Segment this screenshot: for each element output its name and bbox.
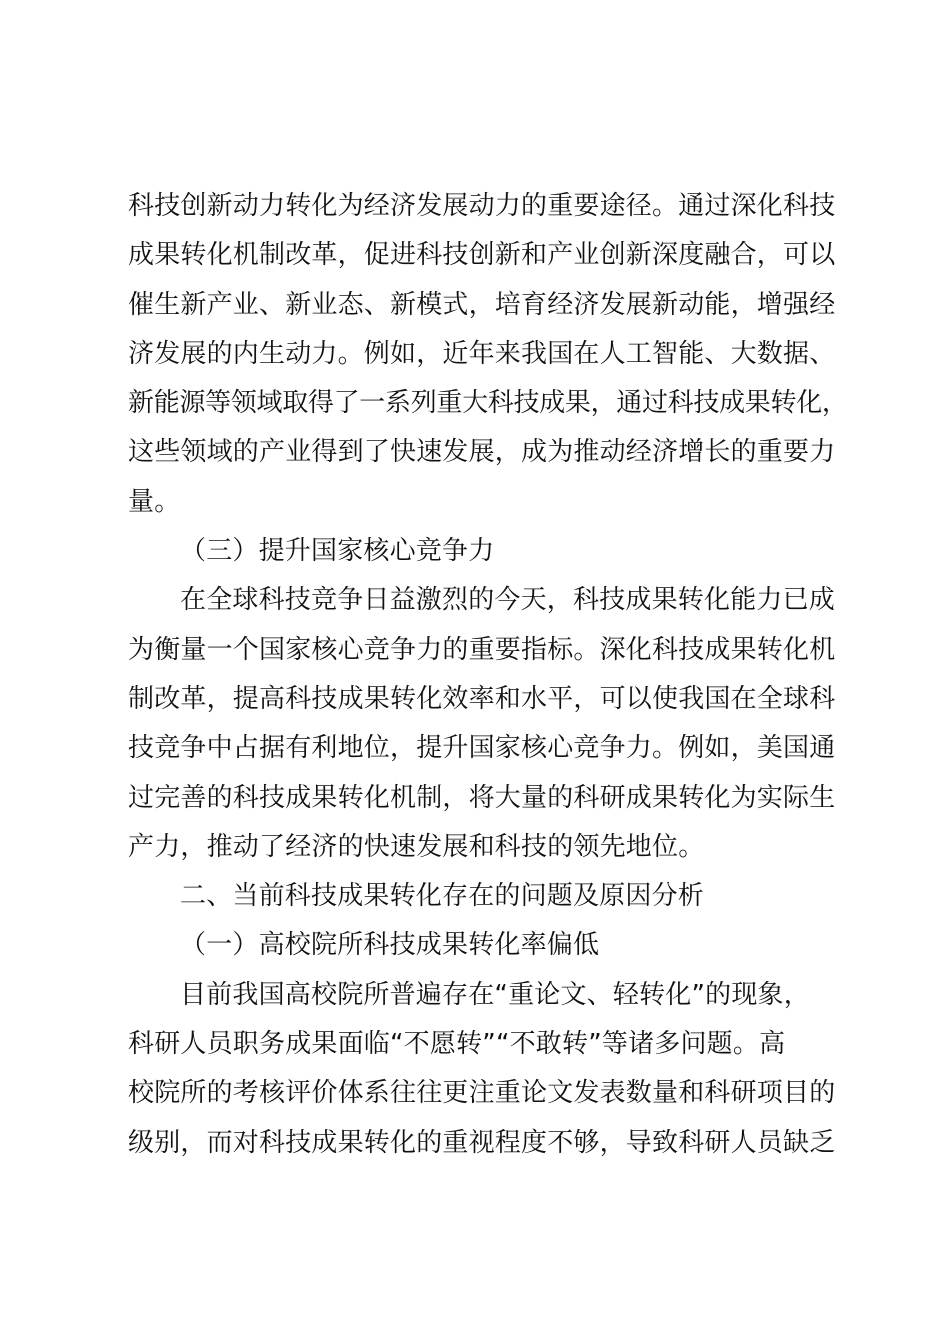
text-line: 制改革，提高科技成果转化效率和水平，可以使我国在全球科 xyxy=(128,683,836,714)
text-line: 成果转化机制改革，促进科技创新和产业创新深度融合，可以 xyxy=(128,240,836,271)
text-line: 科研人员职务成果面临“不愿转”“不敢转”等诸多问题。高 xyxy=(128,1029,786,1060)
text-line: 新能源等领域取得了一系列重大科技成果，通过科技成果转化， xyxy=(128,388,848,419)
text-line: 校院所的考核评价体系往往更注重论文发表数量和科研项目的 xyxy=(128,1078,836,1109)
chapter-heading-2: 二、当前科技成果转化存在的问题及原因分析 xyxy=(180,881,705,912)
body-text xyxy=(128,182,848,1168)
text-line: 过完善的科技成果转化机制，将大量的科研成果转化为实际生 xyxy=(128,782,836,813)
text-line: 科技创新动力转化为经济发展动力的重要途径。通过深化科技 xyxy=(128,191,836,221)
text-line: 目前我国高校院所普遍存在“重论文、轻转化”的现象， xyxy=(180,979,810,1010)
text-line: 催生新产业、新业态、新模式，培育经济发展新动能，增强经 xyxy=(128,289,836,320)
text-line: 级别，而对科技成果转化的重视程度不够，导致科研人员缺乏 xyxy=(128,1127,836,1158)
text-line: 技竞争中占据有利地位，提升国家核心竞争力。例如，美国通 xyxy=(128,733,836,764)
text-line: 这些领域的产业得到了快速发展，成为推动经济增长的重要力 xyxy=(128,437,836,468)
text-line: 为衡量一个国家核心竞争力的重要指标。深化科技成果转化机 xyxy=(128,634,836,665)
text-line: 济发展的内生动力。例如，近年来我国在人工智能、大数据、 xyxy=(128,338,836,369)
text-line: 在全球科技竞争日益激烈的今天，科技成果转化能力已成 xyxy=(180,585,836,616)
text-line: 量。 xyxy=(128,486,181,517)
section-heading-1: （一）高校院所科技成果转化率偏低 xyxy=(180,930,600,961)
section-heading-3: （三）提升国家核心竞争力 xyxy=(180,536,495,567)
text-line: 产力，推动了经济的快速发展和科技的领先地位。 xyxy=(128,831,705,862)
